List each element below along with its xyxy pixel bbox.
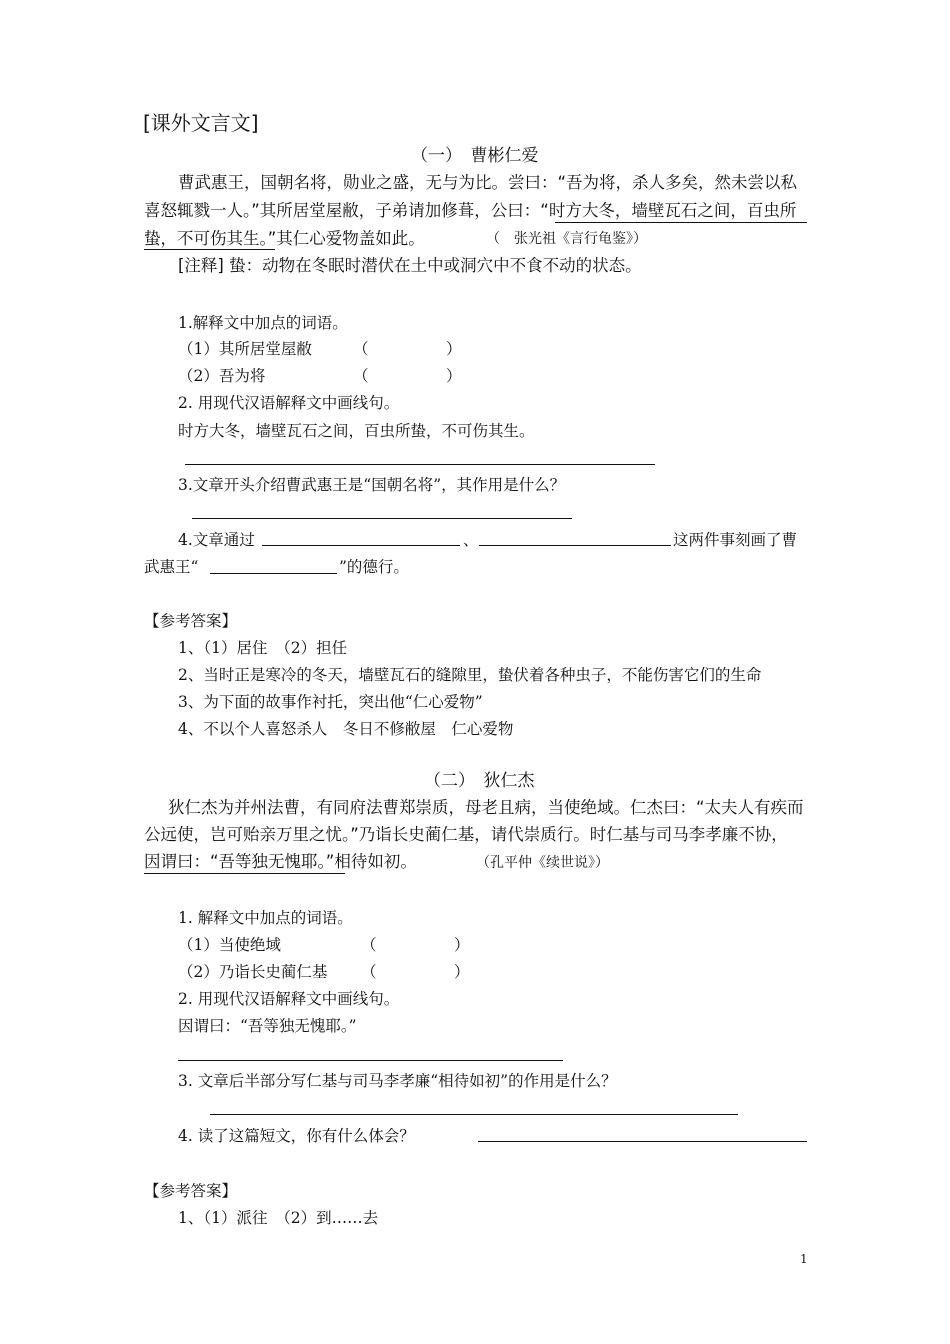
section1-q2-answer-line[interactable] [185,464,655,465]
section1-q1-2-answer-blank[interactable]: （ ） [353,367,462,385]
section2-underline [144,873,345,874]
section1-q2-sentence: 时方大冬，墙壁瓦石之间，百虫所蛰，不可伤其生。 [178,422,535,440]
section2-answer-title: 【参考答案】 [144,1182,238,1200]
section1-q4-part-b: 这两件事刻画了曹 [673,531,798,549]
section-header: [课外文言文] [143,111,259,135]
page-number: 1 [800,1252,808,1266]
section1-q4-blank-2[interactable] [479,545,671,546]
section1-q1-1-answer-blank[interactable]: （ ） [353,340,462,358]
section1-q1: 1.解释文中加点的词语。 [178,314,348,332]
section2-q1-2-answer-blank[interactable]: （ ） [361,963,470,981]
section2-q1-2: （2）乃诣长史蔺仁基 [178,963,328,981]
section2-q3-answer-line[interactable] [210,1114,738,1115]
section2-q1: 1. 解释文中加点的词语。 [178,909,353,927]
section1-underline-2 [144,249,275,250]
section1-passage-line-3: 蛰，不可伤其生。”其仁心爱物盖如此。 [144,229,425,248]
section2-passage-line-3: 因谓曰：“吾等独无愧耶。”相待如初。 [144,852,417,871]
section1-passage-line-2: 喜怒辄戮一人。”其所居堂屋敝，子弟请加修葺，公曰：“时方大冬，墙壁瓦石之间，百虫所 [144,201,797,220]
section2-q4-answer-line[interactable] [478,1141,807,1142]
section1-q4-part-d: ”的德行。 [339,558,409,576]
section1-q4-separator: 、 [463,531,479,549]
section1-title: （一） 曹彬仁爱 [411,146,539,166]
section1-q4-blank-1[interactable] [262,545,460,546]
section1-q1-1: （1）其所居堂屋敝 [178,340,312,358]
section1-q2: 2. 用现代汉语解释文中画线句。 [178,394,400,412]
section2-source: （孔平仲《续世说》） [476,855,609,871]
section1-answer-2: 2、当时正是寒冷的冬天，墙壁瓦石的缝隙里，蛰伏着各种虫子，不能伤害它们的生命 [178,666,762,684]
section2-passage-line-2: 公远使，岂可贻亲万里之忧。”乃诣长史蔺仁基，请代崇质行。时仁基与司马李孝廉不协， [144,825,788,844]
section1-answer-1: 1、（1）居住 （2）担任 [178,639,348,657]
section1-source: （ 张光祖《言行龟鉴》） [486,231,647,247]
section2-q3: 3. 文章后半部分写仁基与司马李孝廉“相待如初”的作用是什么？ [178,1072,617,1090]
section1-q4-part-c: 武惠王“ [144,558,199,576]
section2-q2-answer-line[interactable] [178,1060,563,1061]
section1-q3: 3.文章开头介绍曹武惠王是“国朝名将”，其作用是什么？ [178,476,566,494]
section2-passage-line-1: 狄仁杰为并州法曹，有同府法曹郑崇质，母老且病，当使绝域。仁杰曰：“太夫人有疾而 [168,798,804,817]
section2-answer-1: 1、（1）派往 （2）到……去 [178,1209,379,1227]
section2-q2-sentence: 因谓曰：“吾等独无愧耶。” [178,1017,357,1035]
section1-q1-2: （2）吾为将 [178,367,266,385]
section1-passage-line-1: 曹武惠王，国朝名将，勋业之盛，无与为比。尝曰：“吾为将，杀人多矣，然未尝以私 [178,173,798,192]
section2-title: （二） 狄仁杰 [424,771,535,791]
section1-underline-1 [555,222,807,223]
section2-q1-1: （1）当使绝域 [178,936,281,954]
section2-q4: 4. 读了这篇短文，你有什么体会？ [178,1127,415,1145]
section1-answer-3: 3、为下面的故事作衬托，突出他“仁心爱物” [178,693,483,711]
section2-q2: 2. 用现代汉语解释文中画线句。 [178,990,400,1008]
section1-answer-4: 4、不以个人喜怒杀人 冬日不修敝屋 仁心爱物 [178,720,514,738]
section2-q1-1-answer-blank[interactable]: （ ） [361,936,470,954]
section1-q4-blank-3[interactable] [210,573,337,574]
section1-q4-part-a: 4.文章通过 [178,531,255,549]
section1-note: [注释] 蛰：动物在冬眠时潜伏在土中或洞穴中不食不动的状态。 [178,256,642,275]
section1-q3-answer-line[interactable] [192,518,572,519]
section1-answer-title: 【参考答案】 [144,612,238,630]
